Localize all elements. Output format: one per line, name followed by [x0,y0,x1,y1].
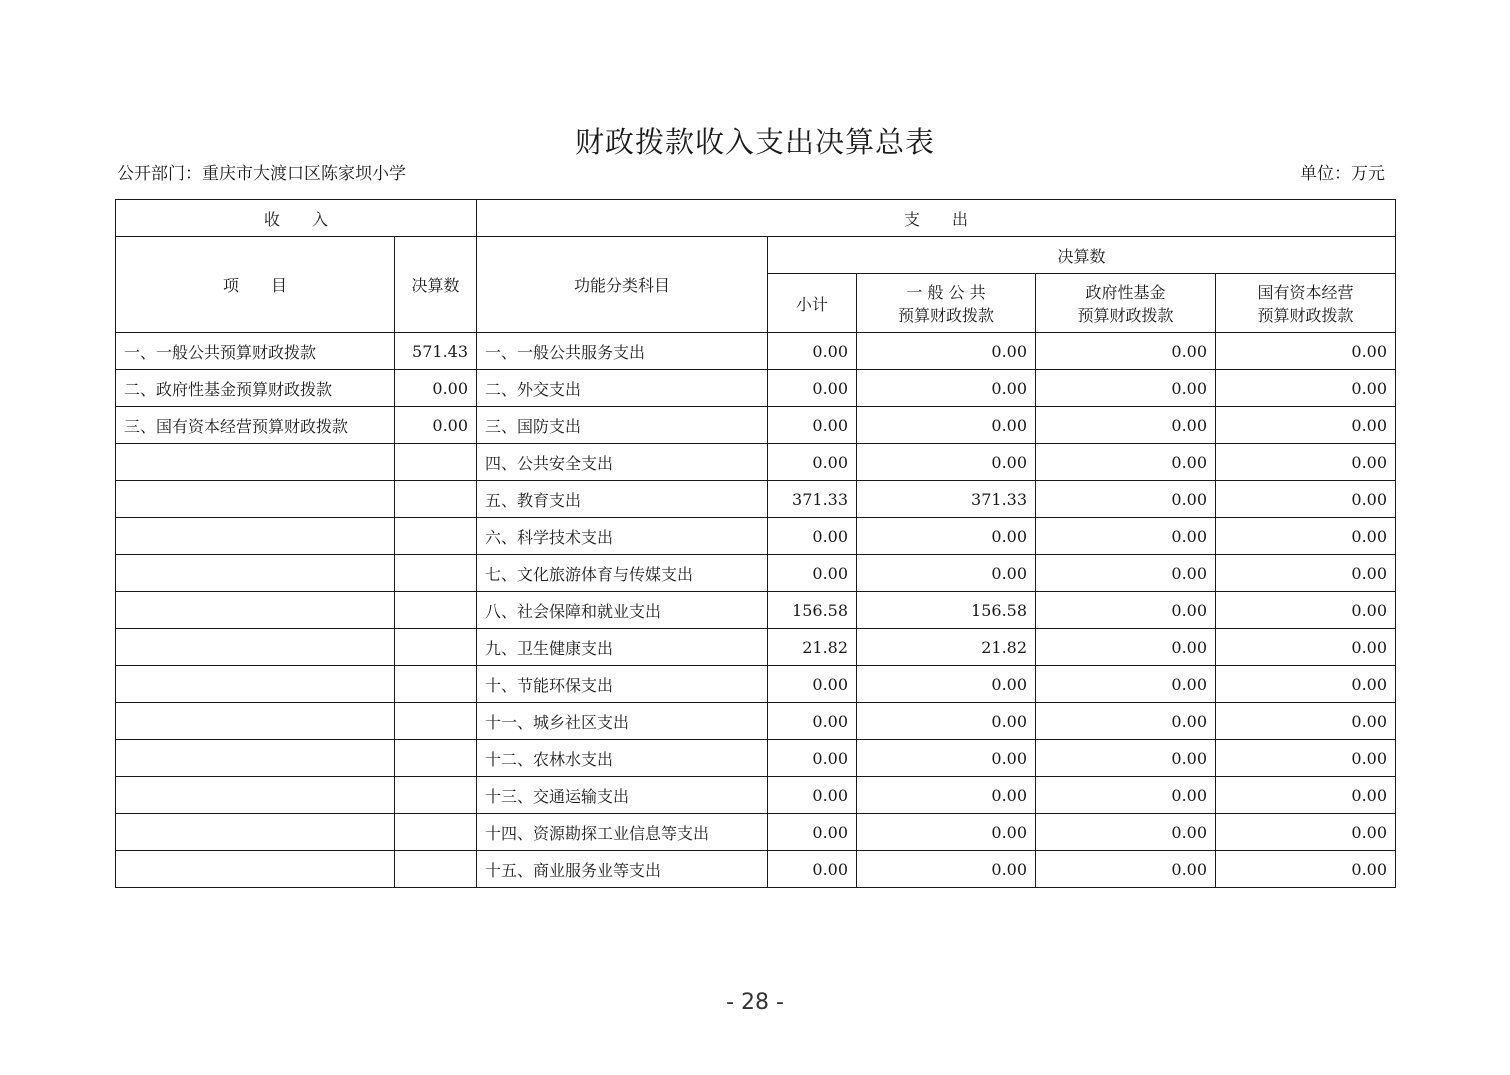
general-budget-header [857,274,1036,333]
state-capital-cell: 0.00 [1216,333,1396,370]
subtotal-cell: 0.00 [768,666,857,703]
function-category-cell: 五、教育支出 [477,481,768,518]
general-budget-cell: 0.00 [857,777,1036,814]
table-row [116,814,1396,851]
gov-fund-cell: 0.00 [1036,444,1216,481]
general-budget-header-line1: 一 般 公 共 [906,283,986,302]
general-budget-cell: 0.00 [857,370,1036,407]
subtotal-cell: 0.00 [768,333,857,370]
function-category-cell: 八、社会保障和就业支出 [477,592,768,629]
gov-fund-header [1036,274,1216,333]
subtotal-cell: 0.00 [768,703,857,740]
gov-fund-cell: 0.00 [1036,777,1216,814]
income-amount-cell: 0.00 [395,407,477,444]
income-item-cell [116,740,395,777]
income-amount-cell [395,777,477,814]
subtotal-cell: 0.00 [768,740,857,777]
general-budget-cell: 21.82 [857,629,1036,666]
general-budget-header-line2: 预算财政拨款 [898,306,995,325]
function-category-cell: 十四、资源勘探工业信息等支出 [477,814,768,851]
page-title: 财政拨款收入支出决算总表 [574,125,935,159]
general-budget-cell: 0.00 [857,666,1036,703]
function-category-cell: 十一、城乡社区支出 [477,703,768,740]
state-capital-cell: 0.00 [1216,740,1396,777]
gov-fund-cell: 0.00 [1036,481,1216,518]
state-capital-cell: 0.00 [1216,814,1396,851]
table-row [116,370,1396,407]
income-amount-cell [395,518,477,555]
state-capital-cell: 0.00 [1216,370,1396,407]
income-amount-cell [395,851,477,888]
income-item-cell [116,518,395,555]
table-row [116,777,1396,814]
gov-fund-cell: 0.00 [1036,814,1216,851]
income-amount-cell: 571.43 [395,333,477,370]
table-row [116,481,1396,518]
gov-fund-header-line1: 政府性基金 [1085,283,1166,302]
state-capital-cell: 0.00 [1216,407,1396,444]
general-budget-cell: 0.00 [857,333,1036,370]
gov-fund-cell: 0.00 [1036,555,1216,592]
function-category-cell: 七、文化旅游体育与传媒支出 [477,555,768,592]
gov-fund-cell: 0.00 [1036,703,1216,740]
income-item-cell [116,444,395,481]
state-capital-cell: 0.00 [1216,851,1396,888]
general-budget-cell: 0.00 [857,555,1036,592]
table-row [116,703,1396,740]
subtotal-cell: 21.82 [768,629,857,666]
department-label: 公开部门：重庆市大渡口区陈家坝小学 [117,164,406,184]
income-amount-cell [395,481,477,518]
table-row [116,333,1396,370]
income-amount-cell [395,444,477,481]
income-item-cell [116,851,395,888]
income-item-cell [116,777,395,814]
income-item-cell: 三、国有资本经营预算财政拨款 [116,407,395,444]
income-item-cell [116,481,395,518]
table-row [116,407,1396,444]
income-item-cell: 二、政府性基金预算财政拨款 [116,370,395,407]
table-row [116,666,1396,703]
general-budget-cell: 156.58 [857,592,1036,629]
income-amount-cell [395,666,477,703]
general-budget-cell: 0.00 [857,703,1036,740]
subtotal-cell: 0.00 [768,851,857,888]
gov-fund-cell: 0.00 [1036,740,1216,777]
subtotal-cell: 0.00 [768,777,857,814]
table-row [116,592,1396,629]
subtotal-cell: 371.33 [768,481,857,518]
table-row [116,740,1396,777]
table-row [116,555,1396,592]
state-capital-cell: 0.00 [1216,592,1396,629]
gov-fund-header-line2: 预算财政拨款 [1077,306,1174,325]
state-capital-cell: 0.00 [1216,481,1396,518]
income-amount-header: 决算数 [395,237,477,333]
subtotal-cell: 0.00 [768,370,857,407]
page-number: - 28 - [726,990,784,1015]
gov-fund-cell: 0.00 [1036,592,1216,629]
function-category-cell: 一、一般公共服务支出 [477,333,768,370]
income-amount-cell [395,814,477,851]
subtotal-cell: 0.00 [768,555,857,592]
expense-header: 支 出 [477,200,1396,237]
general-budget-cell: 0.00 [857,851,1036,888]
subtotal-cell: 0.00 [768,814,857,851]
table-row [116,518,1396,555]
income-item-cell [116,814,395,851]
general-budget-cell: 0.00 [857,740,1036,777]
income-amount-cell [395,555,477,592]
table-header [116,200,1396,333]
unit-label: 单位：万元 [1300,164,1385,184]
income-amount-cell [395,740,477,777]
function-category-cell: 四、公共安全支出 [477,444,768,481]
income-amount-cell: 0.00 [395,370,477,407]
subtotal-cell: 0.00 [768,518,857,555]
function-category-cell: 十五、商业服务业等支出 [477,851,768,888]
gov-fund-cell: 0.00 [1036,629,1216,666]
state-capital-cell: 0.00 [1216,629,1396,666]
gov-fund-cell: 0.00 [1036,666,1216,703]
gov-fund-cell: 0.00 [1036,407,1216,444]
function-category-header: 功能分类科目 [477,237,768,333]
gov-fund-cell: 0.00 [1036,370,1216,407]
general-budget-cell: 0.00 [857,407,1036,444]
income-item-cell [116,666,395,703]
state-capital-cell: 0.00 [1216,444,1396,481]
state-capital-header-line1: 国有资本经营 [1257,283,1354,302]
gov-fund-cell: 0.00 [1036,851,1216,888]
income-amount-cell [395,703,477,740]
state-capital-cell: 0.00 [1216,555,1396,592]
function-category-cell: 十三、交通运输支出 [477,777,768,814]
income-header: 收 入 [116,200,477,237]
expense-amount-header: 决算数 [768,237,1396,274]
state-capital-header [1216,274,1396,333]
state-capital-cell: 0.00 [1216,703,1396,740]
income-item-cell [116,592,395,629]
income-item-cell: 一、一般公共预算财政拨款 [116,333,395,370]
subtotal-cell: 156.58 [768,592,857,629]
general-budget-cell: 0.00 [857,518,1036,555]
function-category-cell: 六、科学技术支出 [477,518,768,555]
table-row [116,629,1396,666]
item-header: 项 目 [116,237,395,333]
function-category-cell: 十二、农林水支出 [477,740,768,777]
income-item-cell [116,555,395,592]
function-category-cell: 三、国防支出 [477,407,768,444]
budget-table [115,199,1396,888]
function-category-cell: 二、外交支出 [477,370,768,407]
table-row [116,851,1396,888]
subtotal-header: 小计 [768,274,857,333]
general-budget-cell: 0.00 [857,814,1036,851]
gov-fund-cell: 0.00 [1036,518,1216,555]
income-amount-cell [395,629,477,666]
table-body [116,333,1396,888]
subtotal-cell: 0.00 [768,407,857,444]
table-row [116,444,1396,481]
income-item-cell [116,629,395,666]
general-budget-cell: 0.00 [857,444,1036,481]
state-capital-cell: 0.00 [1216,518,1396,555]
income-item-cell [116,703,395,740]
state-capital-header-line2: 预算财政拨款 [1257,306,1354,325]
subtotal-cell: 0.00 [768,444,857,481]
gov-fund-cell: 0.00 [1036,333,1216,370]
income-amount-cell [395,592,477,629]
state-capital-cell: 0.00 [1216,666,1396,703]
state-capital-cell: 0.00 [1216,777,1396,814]
function-category-cell: 十、节能环保支出 [477,666,768,703]
general-budget-cell: 371.33 [857,481,1036,518]
function-category-cell: 九、卫生健康支出 [477,629,768,666]
